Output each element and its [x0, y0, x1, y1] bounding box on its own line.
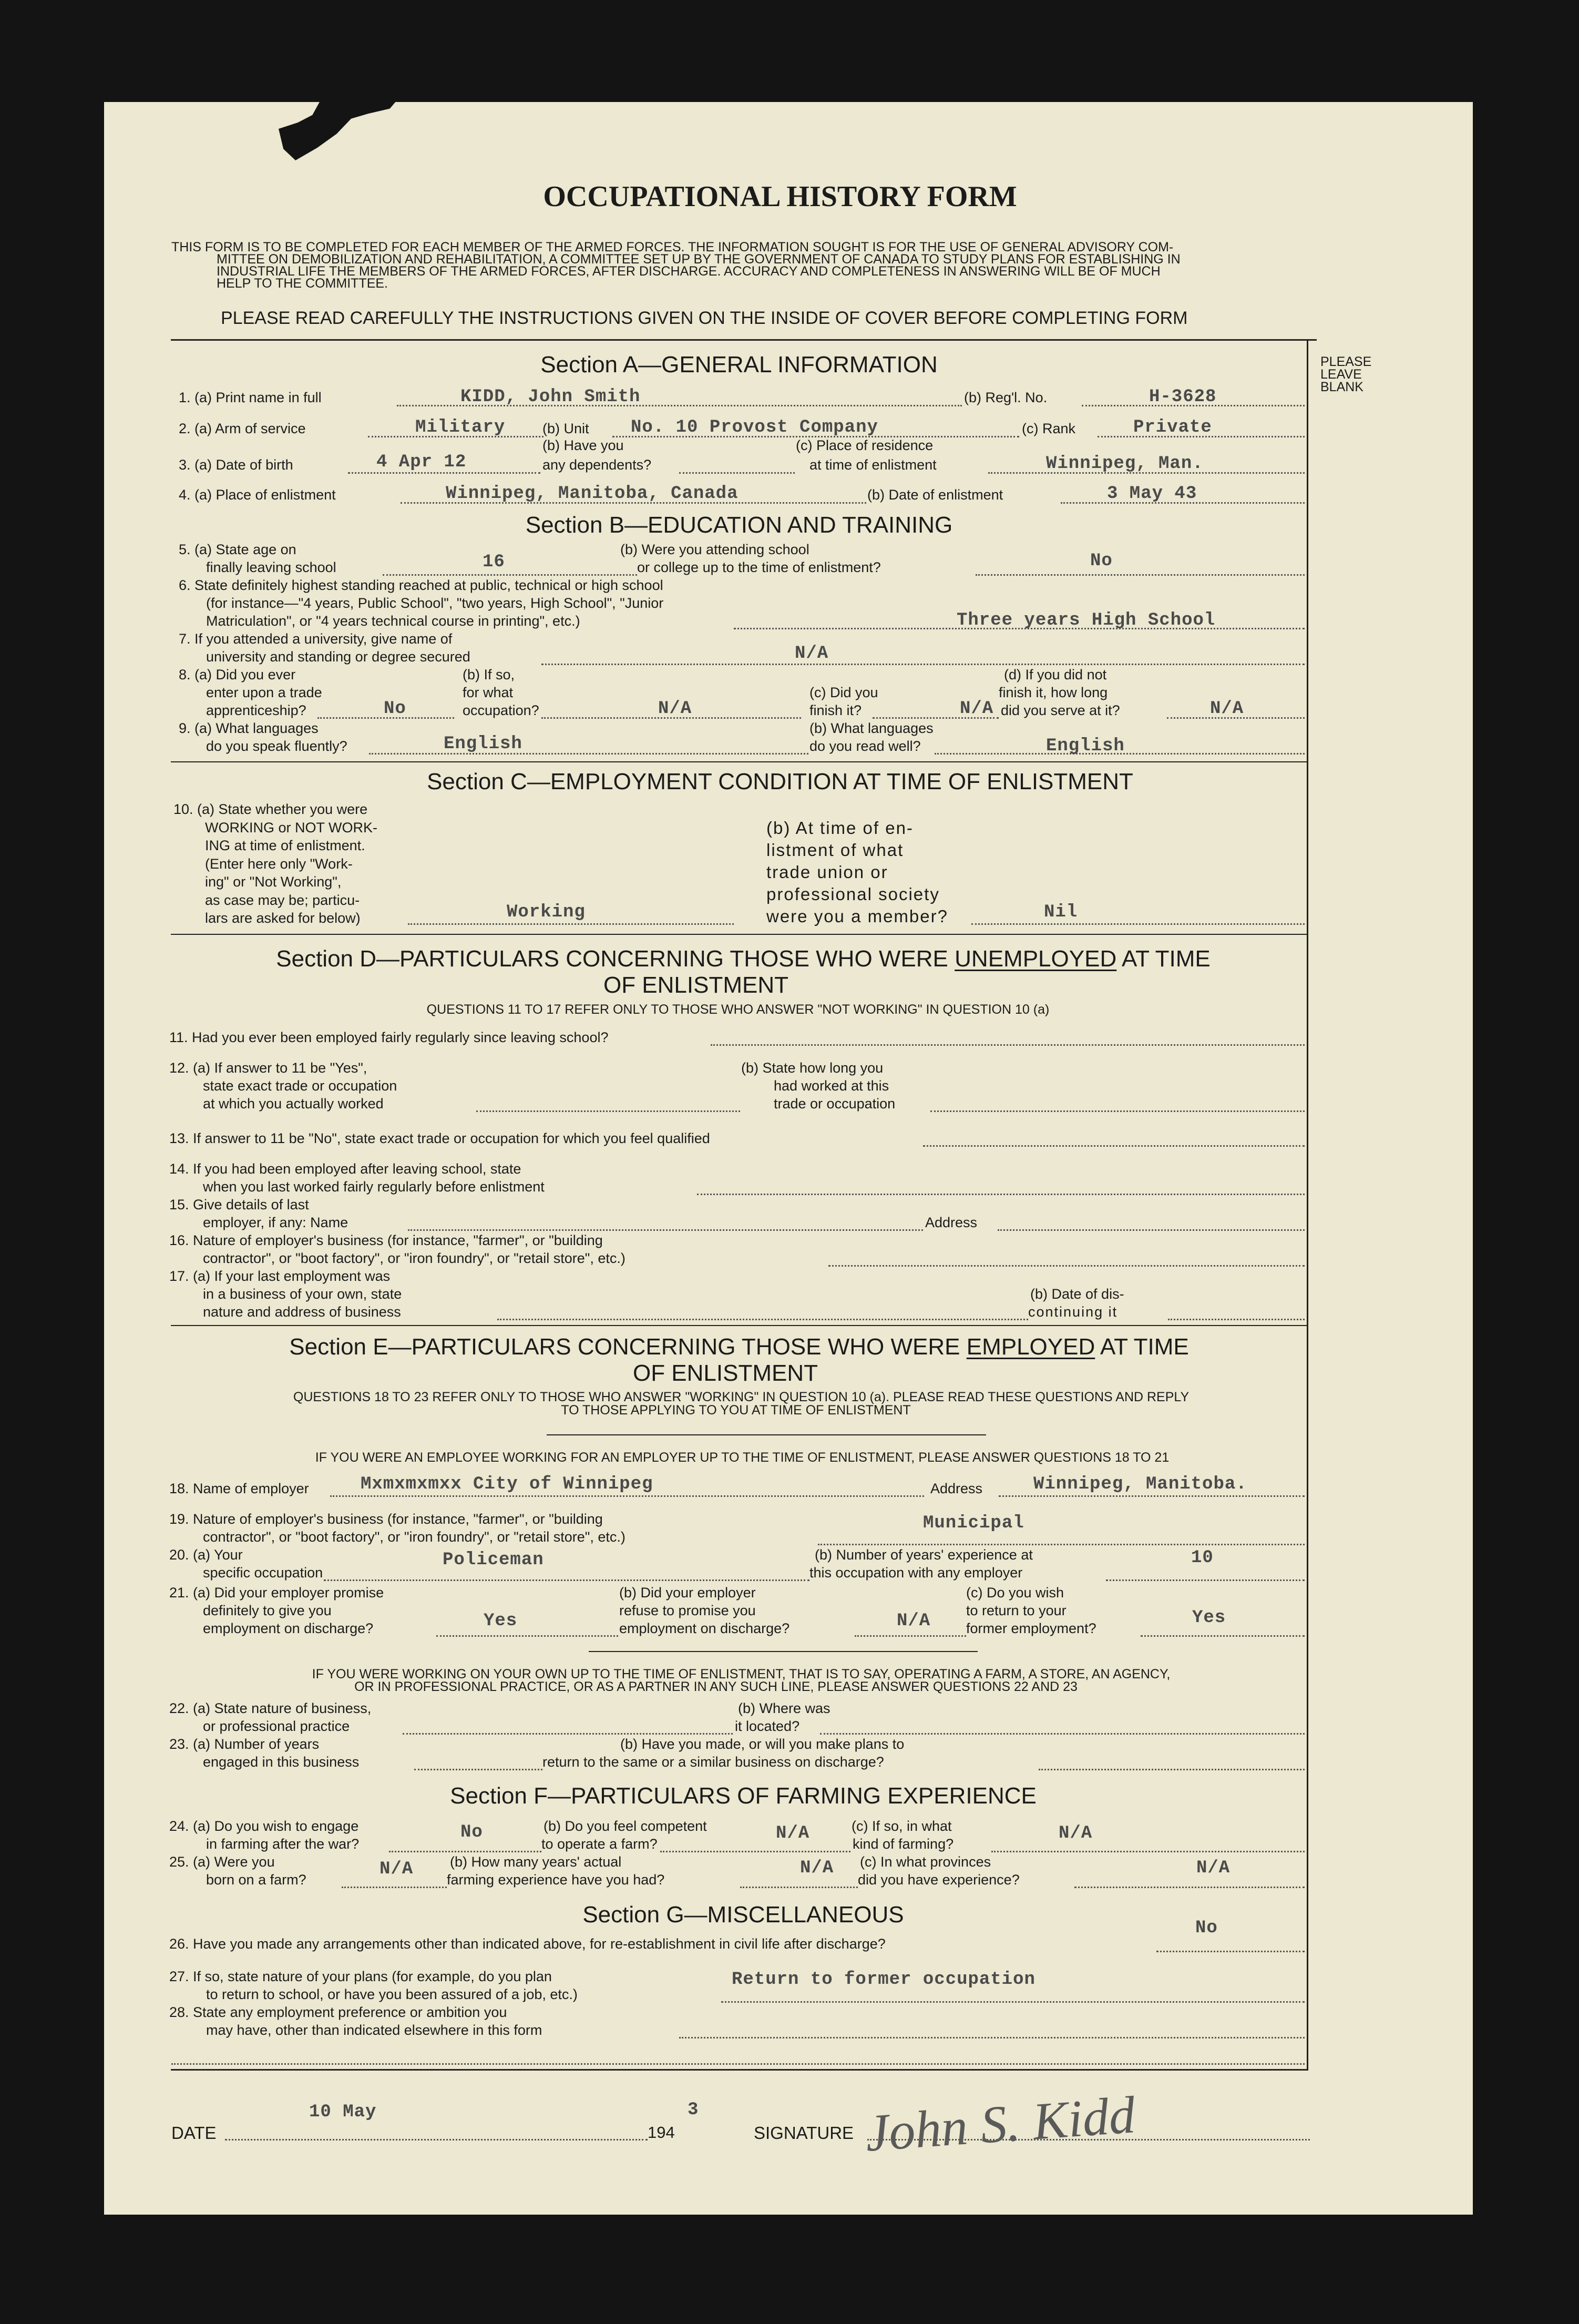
q21b-value[interactable]: N/A — [897, 1611, 931, 1631]
q21b-line-3: employment on discharge? — [619, 1620, 790, 1636]
q25a-value[interactable]: N/A — [380, 1859, 414, 1879]
q3c-label: at time of enlistment — [809, 457, 937, 473]
intro-line-3: INDUSTRIAL LIFE THE MEMBERS OF THE ARMED FORCES, AFTER DISCHARGE. ACCURACY AND COMPLETENESS IN ANSWERING WILL BE OF MUCH — [217, 264, 1161, 279]
q25b-line-1: (b) How many years' actual — [450, 1854, 622, 1870]
own-business-note-line-2: OR IN PROFESSIONAL PRACTICE, OR AS A PARTNER IN ANY SUCH LINE, PLEASE ANSWER QUESTIONS 22 AND 23 — [354, 1679, 1078, 1694]
q27-line-2: to return to school, or have you been assured of a job, etc.) — [206, 1986, 578, 2002]
q5a-line-2: finally leaving school — [206, 559, 336, 575]
q25c-line-2: did you have experience? — [858, 1872, 1020, 1888]
signature-label: SIGNATURE — [754, 2123, 854, 2143]
q2a-label: 2. (a) Arm of service — [179, 421, 306, 436]
q5b-value[interactable]: No — [1090, 551, 1113, 571]
q6-line-1: 6. State definitely highest standing reached at public, technical or high school — [179, 577, 663, 593]
leave-blank-line-2: LEAVE — [1320, 367, 1362, 382]
q1a-value[interactable]: KIDD, John Smith — [460, 387, 641, 407]
q25b-line-2: farming experience have you had? — [447, 1872, 665, 1888]
section-g-title: Section G—MISCELLANEOUS — [582, 1902, 904, 1928]
q14-line-1: 14. If you had been employed after leaving school, state — [169, 1161, 521, 1177]
q23a-line-1: 23. (a) Number of years — [169, 1736, 320, 1752]
q1b-value[interactable]: H-3628 — [1149, 387, 1217, 407]
q19-value[interactable]: Municipal — [923, 1513, 1024, 1533]
q22a-line-1: 22. (a) State nature of business, — [169, 1700, 372, 1716]
q14-line-2: when you last worked fairly regularly before enlistment — [203, 1179, 545, 1195]
q5a-value[interactable]: 16 — [483, 552, 505, 572]
q27-line-1: 27. If so, state nature of your plans (for example, do you plan — [169, 1969, 552, 1984]
q7-value[interactable]: N/A — [795, 644, 829, 664]
form-title: OCCUPATIONAL HISTORY FORM — [543, 180, 1017, 213]
q25a-line-2: born on a farm? — [206, 1872, 306, 1888]
year-prefix: 194 — [648, 2123, 675, 2142]
q21c-line-2: to return to your — [966, 1603, 1067, 1618]
q19-line-2: contractor", or "boot factory", or "iron foundry", or "retail store", etc.) — [203, 1529, 626, 1545]
q17a-line-2: in a business of your own, state — [203, 1286, 402, 1302]
section-e-note-line-2: TO THOSE APPLYING TO YOU AT TIME OF ENLISTMENT — [561, 1403, 911, 1418]
intro-line-2: MITTEE ON DEMOBILIZATION AND REHABILITATION, A COMMITTEE SET UP BY THE GOVERNMENT OF CANADA TO STUDY PLANS FOR ESTABLISHING IN — [217, 252, 1181, 267]
q28-line-2: may have, other than indicated elsewhere in this form — [206, 2022, 542, 2038]
q15-line-1: 15. Give details of last — [169, 1197, 309, 1212]
q17a-line-1: 17. (a) If your last employment was — [169, 1268, 391, 1284]
q27-value[interactable]: Return to former occupation — [732, 1970, 1035, 1990]
q24b-line-1: (b) Do you feel competent — [544, 1818, 707, 1834]
date-label: DATE — [171, 2123, 217, 2143]
q23b-line-1: (b) Have you made, or will you make plans to — [620, 1736, 905, 1752]
q12a-line-1: 12. (a) If answer to 11 be "Yes", — [169, 1060, 367, 1076]
q2c-value[interactable]: Private — [1133, 417, 1212, 437]
q20a-line-2: specific occupation — [203, 1565, 323, 1581]
top-rule — [171, 339, 1317, 341]
q21a-line-1: 21. (a) Did your employer promise — [169, 1585, 384, 1601]
q12b-line-3: trade or occupation — [774, 1096, 896, 1112]
q12b-line-2: had worked at this — [774, 1078, 889, 1094]
q8b-line-1: (b) If so, — [463, 667, 515, 682]
q10a-value[interactable]: Working — [507, 902, 586, 922]
section-a-title: Section A—GENERAL INFORMATION — [540, 352, 938, 378]
q20a-line-1: 20. (a) Your — [169, 1547, 243, 1563]
q22a-line-2: or professional practice — [203, 1718, 350, 1734]
section-c-title: Section C—EMPLOYMENT CONDITION AT TIME OF ENLISTMENT — [427, 769, 1133, 794]
q24c-line-1: (c) If so, in what — [852, 1818, 952, 1834]
q10b-value[interactable]: Nil — [1044, 902, 1078, 922]
instruction-line: PLEASE READ CAREFULLY THE INSTRUCTIONS GIVEN ON THE INSIDE OF COVER BEFORE COMPLETING FORM — [221, 308, 1188, 328]
q21c-line-3: former employment? — [966, 1620, 1096, 1636]
q22b-line-1: (b) Where was — [738, 1700, 830, 1716]
q25a-line-1: 25. (a) Were you — [169, 1854, 275, 1870]
q9b-line-2: do you read well? — [809, 738, 921, 754]
q21a-line-2: definitely to give you — [203, 1603, 332, 1618]
q26-value[interactable]: No — [1195, 1918, 1218, 1938]
q6-line-2: (for instance—"4 years, Public School", "two years, High School", "Junior — [206, 595, 664, 611]
q25c-line-1: (c) In what provinces — [860, 1854, 991, 1870]
q25c-value[interactable]: N/A — [1196, 1858, 1231, 1878]
q4a-label: 4. (a) Place of enlistment — [179, 487, 336, 503]
q4a-value[interactable]: Winnipeg, Manitoba, Canada — [446, 484, 739, 504]
q2b-value[interactable]: No. 10 Provost Company — [631, 417, 878, 437]
q11-label: 11. Had you ever been employed fairly regularly since leaving school? — [169, 1030, 609, 1045]
q22b-line-2: it located? — [735, 1718, 800, 1734]
q21b-line-2: refuse to promise you — [619, 1603, 756, 1618]
q8a-line-3: apprenticeship? — [206, 702, 306, 718]
year-value[interactable]: 3 — [688, 2100, 699, 2120]
q5b-line-1: (b) Were you attending school — [620, 542, 809, 557]
q3a-label: 3. (a) Date of birth — [179, 457, 293, 473]
q24a-value[interactable]: No — [460, 1822, 483, 1842]
q9a-line-2: do you speak fluently? — [206, 738, 347, 754]
q19-line-1: 19. Nature of employer's business (for instance, "farmer", or "building — [169, 1511, 603, 1527]
q12a-line-3: at which you actually worked — [203, 1096, 384, 1112]
q8a-line-2: enter upon a trade — [206, 685, 322, 700]
q3b-label-top: (b) Have you — [542, 437, 624, 453]
q20b-line-1: (b) Number of years' experience at — [815, 1547, 1033, 1563]
q8c-value[interactable]: N/A — [960, 699, 994, 719]
q9a-value[interactable]: English — [444, 734, 522, 754]
q6-line-3: Matriculation", or "4 years technical course in printing", etc.) — [206, 613, 580, 629]
q2c-label: (c) Rank — [1022, 421, 1076, 436]
q4b-label: (b) Date of enlistment — [867, 487, 1003, 503]
q10b-block: (b) At time of en- listment of what trade union or professional society were you a member? — [766, 818, 948, 926]
q8d-line-3: did you serve at it? — [1001, 702, 1120, 718]
section-e-note-line-1: QUESTIONS 18 TO 23 REFER ONLY TO THOSE WHO ANSWER "WORKING" IN QUESTION 10 (a). PLEASE READ THESE QUESTIONS AND REPLY — [293, 1390, 1190, 1404]
q2a-value[interactable]: Military — [415, 417, 506, 437]
q9b-line-1: (b) What languages — [809, 720, 934, 736]
q7-line-1: 7. If you attended a university, give name of — [179, 631, 453, 647]
q8b-line-2: for what — [463, 685, 514, 700]
q13-label: 13. If answer to 11 be "No", state exact trade or occupation for which you feel qualified — [169, 1130, 710, 1146]
q21a-value[interactable]: Yes — [484, 1611, 518, 1631]
q18-address-label: Address — [930, 1481, 983, 1496]
q20b-line-2: this occupation with any employer — [809, 1565, 1023, 1581]
q12b-line-1: (b) State how long you — [741, 1060, 884, 1076]
section-e-title-line-2: OF ENLISTMENT — [632, 1360, 818, 1386]
q5b-line-2: or college up to the time of enlistment? — [637, 559, 881, 575]
intro-line-4: HELP TO THE COMMITTEE. — [217, 276, 388, 291]
q3c-label-top: (c) Place of residence — [796, 437, 934, 453]
q17a-line-3: nature and address of business — [203, 1304, 401, 1320]
section-e-title: Section E—PARTICULARS CONCERNING THOSE WHO WERE EMPLOYED AT TIME — [289, 1334, 1189, 1360]
q15-line-2: employer, if any: Name — [203, 1215, 348, 1230]
q8c-line-2: finish it? — [809, 702, 862, 718]
q18-address-value[interactable]: Winnipeg, Manitoba. — [1033, 1474, 1247, 1494]
q3a-value[interactable]: 4 Apr 12 — [376, 452, 467, 472]
q8d-line-2: finish it, how long — [999, 685, 1108, 700]
q12a-line-2: state exact trade or occupation — [203, 1078, 397, 1094]
section-d-note: QUESTIONS 11 TO 17 REFER ONLY TO THOSE WHO ANSWER "NOT WORKING" IN QUESTION 10 (a) — [426, 1002, 1050, 1017]
own-business-note-line-1: IF YOU WERE WORKING ON YOUR OWN UP TO THE TIME OF ENLISTMENT, THAT IS TO SAY, OPERATING A FARM, A STORE, AN AGENCY, — [312, 1667, 1171, 1681]
q20b-value[interactable]: 10 — [1191, 1548, 1214, 1568]
q24b-value[interactable]: N/A — [776, 1823, 810, 1843]
right-column-rule — [1307, 339, 1308, 2069]
q24c-value[interactable]: N/A — [1059, 1823, 1093, 1843]
q17b-line-2: continuing it — [1028, 1304, 1118, 1320]
q24a-line-2: in farming after the war? — [206, 1836, 360, 1852]
q1b-label: (b) Reg'l. No. — [964, 390, 1048, 405]
section-f-title: Section F—PARTICULARS OF FARMING EXPERIENCE — [450, 1783, 1037, 1809]
q23b-line-2: return to the same or a similar business on discharge? — [542, 1754, 884, 1770]
q17b-line-1: (b) Date of dis- — [1030, 1286, 1124, 1302]
q8d-value[interactable]: N/A — [1210, 699, 1244, 719]
q5a-line-1: 5. (a) State age on — [179, 542, 296, 557]
q20a-value[interactable]: Policeman — [443, 1550, 544, 1570]
q8a-line-1: 8. (a) Did you ever — [179, 667, 296, 682]
leave-blank-line-1: PLEASE — [1320, 354, 1372, 369]
q24b-line-2: to operate a farm? — [541, 1836, 658, 1852]
please-leave-blank — [1320, 355, 1373, 393]
q10a-block: 10. (a) State whether you were WORKING or NOT WORK- ING at time of enlistment. (Enter here only "Work- ing" or "Not Working", as case may be; particu- lars are asked for below) — [173, 801, 377, 926]
q24a-line-1: 24. (a) Do you wish to engage — [169, 1818, 359, 1834]
q21b-line-1: (b) Did your employer — [619, 1585, 756, 1601]
q23a-line-2: engaged in this business — [203, 1754, 360, 1770]
q24c-line-2: kind of farming? — [853, 1836, 954, 1852]
q25b-value[interactable]: N/A — [800, 1858, 834, 1878]
q18-value[interactable]: Mxmxmxmxx City of Winnipeg — [361, 1474, 653, 1494]
q21c-line-1: (c) Do you wish — [966, 1585, 1064, 1601]
q6-value[interactable]: Three years High School — [957, 610, 1216, 630]
q16-line-1: 16. Nature of employer's business (for instance, "farmer", or "building — [169, 1232, 603, 1248]
q15-address-label: Address — [925, 1215, 978, 1230]
q8a-value[interactable]: No — [384, 699, 406, 719]
q3b-label: any dependents? — [542, 457, 652, 473]
q8c-line-1: (c) Did you — [809, 685, 878, 700]
section-d-title: Section D—PARTICULARS CONCERNING THOSE WHO WERE UNEMPLOYED AT TIME — [276, 946, 1211, 972]
q9a-line-1: 9. (a) What languages — [179, 720, 319, 736]
q7-line-2: university and standing or degree secured — [206, 649, 470, 665]
q21c-value[interactable]: Yes — [1192, 1608, 1226, 1628]
employee-note: IF YOU WERE AN EMPLOYEE WORKING FOR AN EMPLOYER UP TO THE TIME OF ENLISTMENT, PLEASE ANSWER QUESTIONS 18 TO 21 — [315, 1450, 1170, 1465]
leave-blank-line-3: BLANK — [1320, 380, 1363, 394]
signature[interactable]: John S. Kidd — [863, 2085, 1137, 2163]
q8b-line-3: occupation? — [463, 702, 539, 718]
q4b-value[interactable]: 3 May 43 — [1107, 484, 1197, 504]
q8d-line-1: (d) If you did not — [1004, 667, 1107, 682]
q28-line-1: 28. State any employment preference or ambition you — [169, 2004, 507, 2020]
q9b-value[interactable]: English — [1046, 736, 1125, 756]
q18-label: 18. Name of employer — [169, 1481, 309, 1496]
section-b-title: Section B—EDUCATION AND TRAINING — [525, 512, 953, 538]
q8b-value[interactable]: N/A — [658, 699, 692, 719]
bottom-rule — [171, 2069, 1308, 2071]
intro-line-1: THIS FORM IS TO BE COMPLETED FOR EACH MEMBER OF THE ARMED FORCES. THE INFORMATION SOUGHT IS FOR THE USE OF GENERAL ADVISORY COM- — [171, 240, 1174, 254]
q26-label: 26. Have you made any arrangements other than indicated above, for re-establishment in civil life after discharge? — [169, 1936, 886, 1952]
q21a-line-3: employment on discharge? — [203, 1620, 374, 1636]
q1a-label: 1. (a) Print name in full — [179, 390, 322, 405]
q3c-value[interactable]: Winnipeg, Man. — [1046, 454, 1204, 474]
q2b-label: (b) Unit — [542, 421, 589, 436]
section-d-title-line-2: OF ENLISTMENT — [603, 972, 789, 998]
date-value[interactable]: 10 May — [309, 2102, 377, 2122]
q16-line-2: contractor", or "boot factory", or "iron foundry", or "retail store", etc.) — [203, 1250, 626, 1266]
